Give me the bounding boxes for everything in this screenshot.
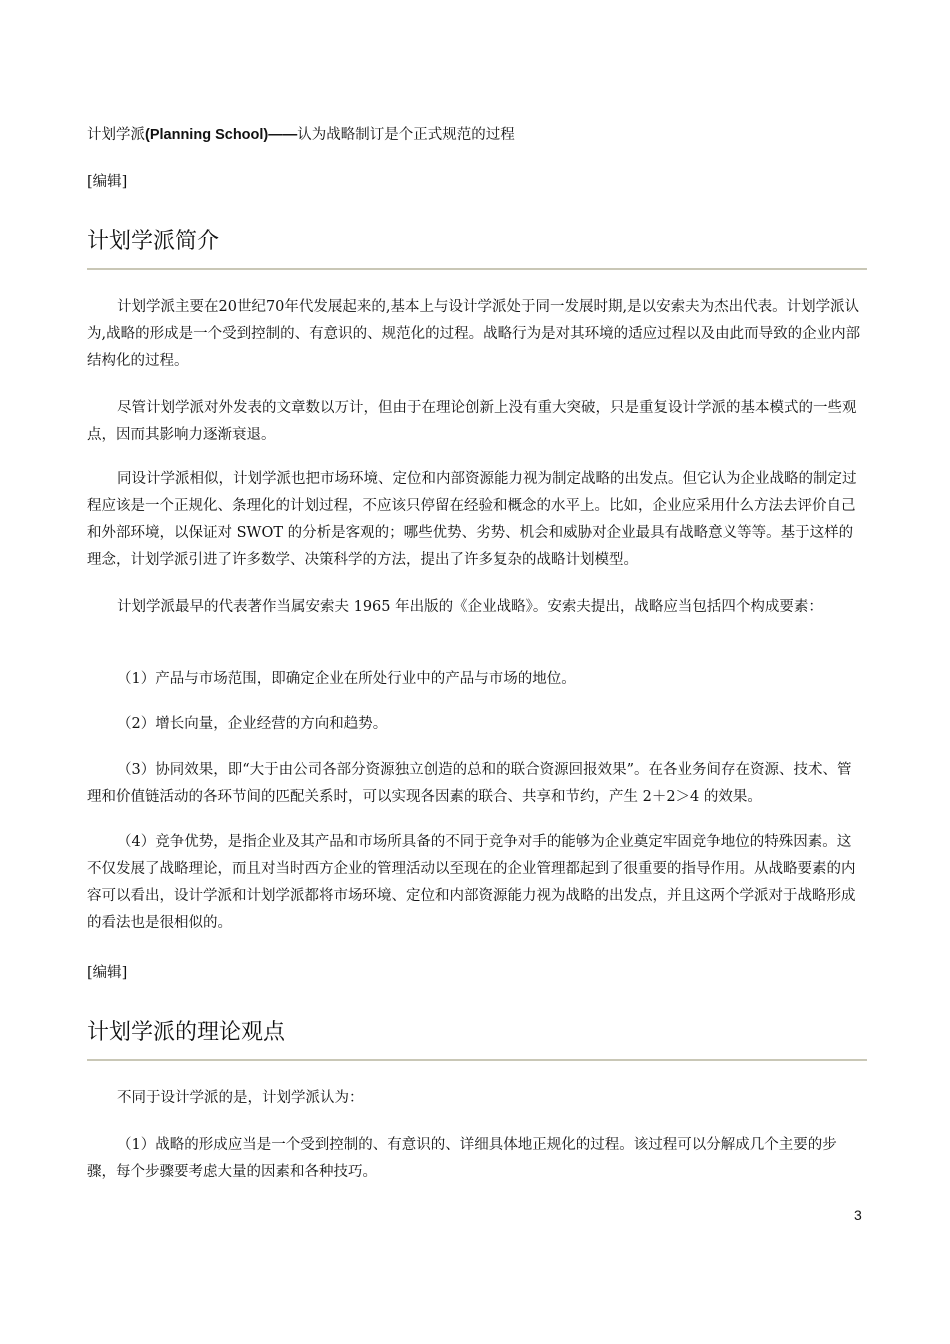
section1-list-item: （1）产品与市场范围，即确定企业在所处行业中的产品与市场的地位。 <box>117 671 576 687</box>
section1-list-item: （3）协同效果，即“大于由公司各部分资源独立创造的总和的联合资源回报效果”。在各业务间存在资源、技术、管理和价值链活动的各环节间的匹配关系时，可以实现各因素的联合、共享和节约，产生 2＋2＞4 的效果。 <box>87 762 852 805</box>
intro-line <box>87 122 865 149</box>
section1-list-item: （4）竞争优势，是指企业及其产品和市场所具备的不同于竞争对手的能够为企业奠定牢固竞争地位的特殊因素。这不仅发展了战略理论，而且对当时西方企业的管理活动以至现在的企业管理都起到了很重要的指导作用。从战略要素的内容可以看出，设计学派和计划学派都将市场环境、定位和内部资源能力视为战略的出发点，并且这两个学派对于战略形成的看法也是很相似的。 <box>87 834 856 931</box>
section2-title: 计划学派的理论观点 <box>87 1020 286 1045</box>
edit-link-1[interactable]: [编辑] <box>87 174 128 190</box>
section1-paragraph: 计划学派主要在20世纪70年代发展起来的,基本上与设计学派处于同一发展时期,是以安索夫为杰出代表。计划学派认为,战略的形成是一个受到控制的、有意识的、规范化的过程。战略行为是对其环境的适应过程以及由此而导致的企业内部结构化的过程。 <box>87 299 861 369</box>
intro-prefix: 计划学派 <box>87 127 145 143</box>
section1-title: 计划学派简介 <box>87 229 220 254</box>
edit-link-2[interactable]: [编辑] <box>87 965 128 981</box>
intro-english: (Planning School)—— <box>145 127 298 143</box>
section1-paragraph: 计划学派最早的代表著作当属安索夫 1965 年出版的《企业战略》。安索夫提出，战略应当包括四个构成要素： <box>117 599 823 615</box>
section1-list-item: （2）增长向量，企业经营的方向和趋势。 <box>117 716 388 732</box>
intro-suffix: 认为战略制订是个正式规范的过程 <box>297 127 515 143</box>
section2-paragraph: 不同于设计学派的是，计划学派认为： <box>117 1090 364 1106</box>
section1-paragraph: 尽管计划学派对外发表的文章数以万计，但由于在理论创新上没有重大突破，只是重复设计学派的基本模式的一些观点，因而其影响力逐渐衰退。 <box>87 400 857 443</box>
section2-paragraph: （1）战略的形成应当是一个受到控制的、有意识的、详细具体地正规化的过程。该过程可以分解成几个主要的步骤，每个步骤要考虑大量的因素和各种技巧。 <box>87 1137 837 1180</box>
section2-divider <box>87 1059 867 1061</box>
section1-divider <box>87 268 867 270</box>
page-number: 3 <box>854 1207 862 1223</box>
section1-paragraph: 同设计学派相似，计划学派也把市场环境、定位和内部资源能力视为制定战略的出发点。但它认为企业战略的制定过程应该是一个正规化、条理化的计划过程，不应该只停留在经验和概念的水平上。比如，企业应采用什么方法去评价自己和外部环境，以保证对 SWOT 的分析是客观的；哪些优势、劣势、机会和威胁对企业最具有战略意义等等。基于这样的理念，计划学派引进了许多数学、决策科学的方法，提出了许多复杂的战略计划模型。 <box>87 471 857 568</box>
